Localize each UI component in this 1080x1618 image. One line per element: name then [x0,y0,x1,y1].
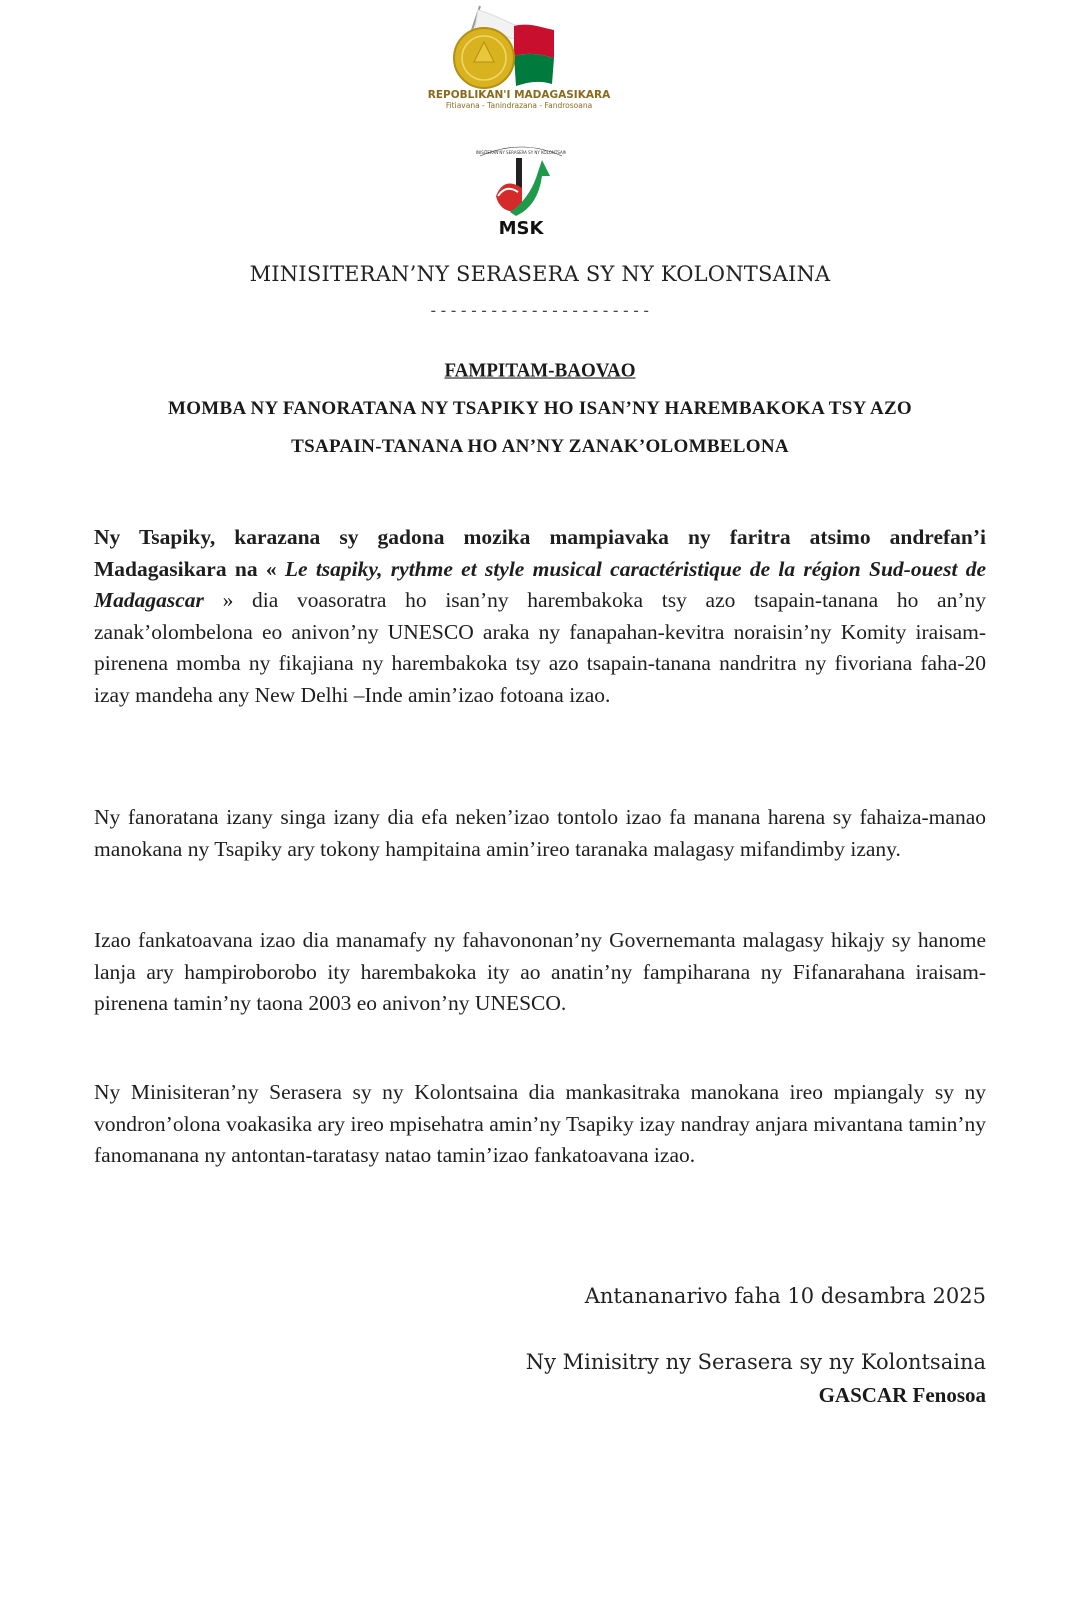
ministry-name: MINISITERAN’NY SERASERA SY NY KOLONTSAINA [249,262,831,286]
svg-text:Fitiavana - Tanindrazana - Fan: Fitiavana - Tanindrazana - Fandrosoana [445,101,593,110]
date-line: Antananarivo faha 10 desambra 2025 [584,1284,986,1308]
paragraph-2: Ny fanoratana izany singa izany dia efa neken’izao tontolo izao fa manana harena sy fahaiza-manao manokana ny Tsapiky ary tokony hampitaina amin’ireo taranaka malagasy mifandimby izany. [94,805,986,861]
ministry-logo [476,140,566,240]
paragraph-1 [94,522,986,711]
paragraph-1-lead: Ny Tsapiky, karazana sy gadona mozika mampiavaka ny faritra atsimo andrefan’i Madagasikara na « [94,525,986,581]
paragraph-3: Izao fankatoavana izao dia manamafy ny fahavononan’ny Governemanta malagasy hikajy sy hanome lanja ary hampiroborobo ity harembakoka ity ao anatin’ny fampiharana ny Fifanarahana iraisam-pirenena tamin’ny taona 2003 eo anivon’ny UNESCO. [94,928,986,1015]
subtitle-line-2: TSAPAIN-TANANA HO AN’NY ZANAK’OLOMBELONA [291,436,789,457]
paragraph-1-rest: » dia voasoratra ho isan’ny harembakoka tsy azo tsapain-tanana ho an’ny zanak’olombelona eo anivon’ny UNESCO araka ny fanapahan-kevitra noraisin’ny Komity iraisam-pirenena momba ny fikajiana ny harembakoka tsy azo tsapain-tanana nandritra ny fivoriana faha-20 izay mandeha any New Delhi –Inde amin’izao fotoana izao. [94,588,986,707]
svg-text:REPOBLIKAN'I MADAGASIKARA: REPOBLIKAN'I MADAGASIKARA [427,89,611,101]
signatory-org: Ny Minisitry ny Serasera sy ny Kolontsaina [525,1350,986,1374]
madagascar-seal-and-flag-icon [414,2,624,112]
paragraph-1-quote: Le tsapiky, rythme et style musical caractéristique de la région Sud-ouest de Madagascar [94,556,986,612]
msk-ministry-logo-icon [476,140,566,240]
svg-text:MSK: MSK [498,218,544,239]
svg-text:MINISITERAN'NY SERASERA SY NY: MINISITERAN'NY SERASERA SY NY KOLONTSAINA [476,150,566,155]
subtitle-line-1: MOMBA NY FANORATANA NY TSAPIKY HO ISAN’NY HAREMBAKOKA TSY AZO [167,398,913,419]
paragraph-4: Ny Minisiteran’ny Serasera sy ny Kolontsaina dia mankasitraka manokana ireo mpiangaly sy ny vondron’olona voakasika ary ireo mpisehatra amin’ny Tsapiky izay nandray anjara mivantana tamin’ny fanomanana ny antontan-taratasy natao tamin’izao fankatoavana izao. [94,1080,986,1167]
separator: ---------------------- [428,301,652,320]
republic-emblem [414,2,624,112]
page-title: FAMPITAM-BAOVAO [444,359,636,382]
signatory-name: GASCAR Fenosoa [818,1383,986,1407]
